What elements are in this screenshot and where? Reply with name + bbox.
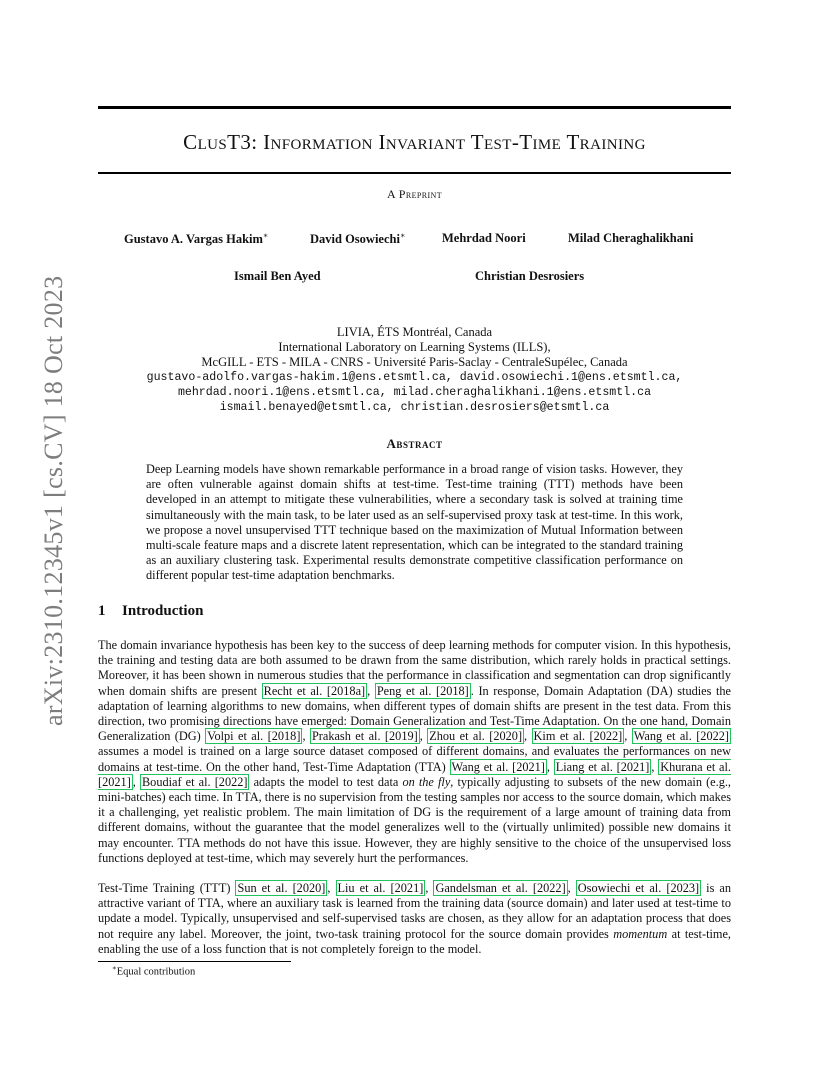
- citation-link[interactable]: Liang et al. [2021]: [555, 759, 650, 774]
- section-heading-introduction: [98, 603, 203, 620]
- paper-title: ClusT3: Information Invariant Test-Time Training: [183, 130, 646, 154]
- footnote-mark: ∗: [112, 964, 117, 972]
- citation-link[interactable]: Wang et al. [2022]: [633, 729, 729, 744]
- citation-link[interactable]: Zhou et al. [2020]: [429, 729, 523, 744]
- author-name: Ismail Ben Ayed: [234, 269, 321, 283]
- citation-link[interactable]: Kim et al. [2022]: [533, 729, 623, 744]
- citation-link[interactable]: Volpi et al. [2018]: [207, 729, 301, 744]
- intro-paragraph-1: The domain invariance hypothesis has been key to the success of deep learning methods for computer vision. In this hypothesis, the training and testing data are both assumed to be drawn from the same distribution, which rarely holds in practical settings. Moreover, it has been shown in numerous studies that the performance in classification and segmentation can drop significantly when domain shifts are present Recht et al. [2018a] , Peng et al. [2018] . In response, Domain Adaptation (DA) studies the adaptation of learning algorithms to new domains, when different types of domain shifts are present in the test data. From this direction, two promising directions have emerged: Domain Generalization and Test-Time Adaptation. On the one hand, Domain Generalization (DG) Volpi et al. [2018] , Prakash et al. [2019] , Zhou et al. [2020] , Kim et al. [2022] , Wang et al. [2022] assumes a model is trained on a large source dataset composed of different domains, and evaluates the performances on new domains at test-time. On the other hand, Test-Time Adaptation (TTA) Wang et al. [2021] , Liang et al. [2021] , Khurana et al. [2021] , Boudiaf et al. [2022] adapts the model to test data on the fly, typically adjusting to subsets of the new domain (e.g., mini-batches) each time. In TTA, there is no supervision from the testing samples nor access to the source domain, which makes it a challenging, yet realistic problem. The main limitation of DG is the requirement of a large amount of training data from different domains, without the guarantee that the model generalizes well to the (virtually unlimited) possible new domains it may encounter. TTA methods do not have this issue. However, they are highly sensitive to the choice of the unsupervised loss functions deployed at test-time, which may severely hurt the performances.: [98, 638, 732, 865]
- abstract-text: Deep Learning models have shown remarkable performance in a broad range of vision tasks. However, they are often vulnerable against domain shifts at test-time. Test-time training (TTT) methods have been developed in an attempt to mitigate these vulnerabilities, where a secondary task is solved at training time simultaneously with the main task, to be later used as an self-supervised proxy task at test-time. In this work, we propose a novel unsupervised TTT technique based on the maximization of Mutual Information between multi-scale feature maps and a discrete latent representation, which can be integrated to the standard training as an auxiliary clustering task. Experimental results demonstrate competitive classification performance on different popular test-time adaptation benchmarks.: [146, 462, 683, 583]
- citation-link[interactable]: Boudiaf et al. [2022]: [141, 774, 248, 789]
- citation-link[interactable]: Recht et al. [2018a]: [263, 683, 366, 698]
- preprint-label: A Preprint: [386, 187, 442, 201]
- author-name: Christian Desrosiers: [475, 269, 585, 283]
- arxiv-id-text: arXiv:2310.12345v1 [cs.CV] 18 Oct 2023: [39, 275, 68, 726]
- intro-paragraph-2: Test-Time Training (TTT) Sun et al. [2020] , Liu et al. [2021] , Gandelsman et al. [2022] , Osowiechi et al. [2023] is an attractive variant of TTA, where an auxiliary task is learned from the training data (source domain) and later used at test-time to update a model. Typically, unsupervised and self-supervised tasks are chosen, as they allow for an adaptation process that does not require any label. Moreover, the joint, two-task training protocol for the source domain provides momentum at test-time, enabling the use of a loss function that is not completely foreign to the model.: [98, 881, 732, 956]
- citation-link[interactable]: Osowiechi et al. [2023]: [577, 881, 700, 895]
- citation-link[interactable]: Wang et al. [2021]: [451, 759, 545, 774]
- email-line: ismail.benayed@etsmtl.ca, christian.desrosiers@etsmtl.ca: [219, 401, 610, 414]
- affiliation-line: LIVIA, ÉTS Montréal, Canada: [336, 325, 493, 339]
- citation-link[interactable]: Prakash et al. [2019]: [311, 729, 418, 744]
- affiliation-line: International Laboratory on Learning Systems (ILLS),: [278, 340, 551, 354]
- citation-link[interactable]: Peng et al. [2018]: [376, 683, 469, 698]
- affiliation-line: McGILL - ETS - MILA - CNRS - Université Paris-Saclay - CentraleSupélec, Canada: [201, 355, 628, 369]
- section-number: 1: [98, 603, 106, 619]
- citation-link[interactable]: Gandelsman et al. [2022]: [435, 881, 566, 895]
- author-name: Gustavo A. Vargas Hakim∗: [124, 231, 269, 247]
- title-bottom-rule: [98, 172, 731, 174]
- email-line: mehrdad.noori.1@ens.etsmtl.ca, milad.cheraghalikhani.1@ens.etsmtl.ca: [177, 386, 652, 399]
- author-name: Milad Cheraghalikhani: [568, 231, 694, 245]
- footnote: [112, 964, 195, 978]
- emphasis-text: momentum: [613, 926, 668, 941]
- author-name: David Osowiechi∗: [310, 231, 406, 247]
- footnote-rule: [98, 961, 291, 962]
- arxiv-identifier-stamp: [22, 275, 68, 756]
- emphasis-text: on the fly: [402, 774, 451, 789]
- email-line: gustavo-adolfo.vargas-hakim.1@ens.etsmtl.ca, david.osowiechi.1@ens.etsmtl.ca,: [146, 371, 683, 384]
- author-name: Mehrdad Noori: [442, 231, 526, 245]
- affiliations-block: [98, 325, 731, 415]
- abstract-heading: Abstract: [386, 436, 443, 451]
- title-top-rule: [98, 106, 731, 109]
- footnote-text: Equal contribution: [116, 966, 196, 978]
- citation-link[interactable]: Khurana et al. [2021]: [98, 759, 731, 789]
- section-title: Introduction: [122, 603, 204, 619]
- citation-link[interactable]: Liu et al. [2021]: [337, 881, 424, 895]
- citation-link[interactable]: Sun et al. [2020]: [237, 881, 326, 895]
